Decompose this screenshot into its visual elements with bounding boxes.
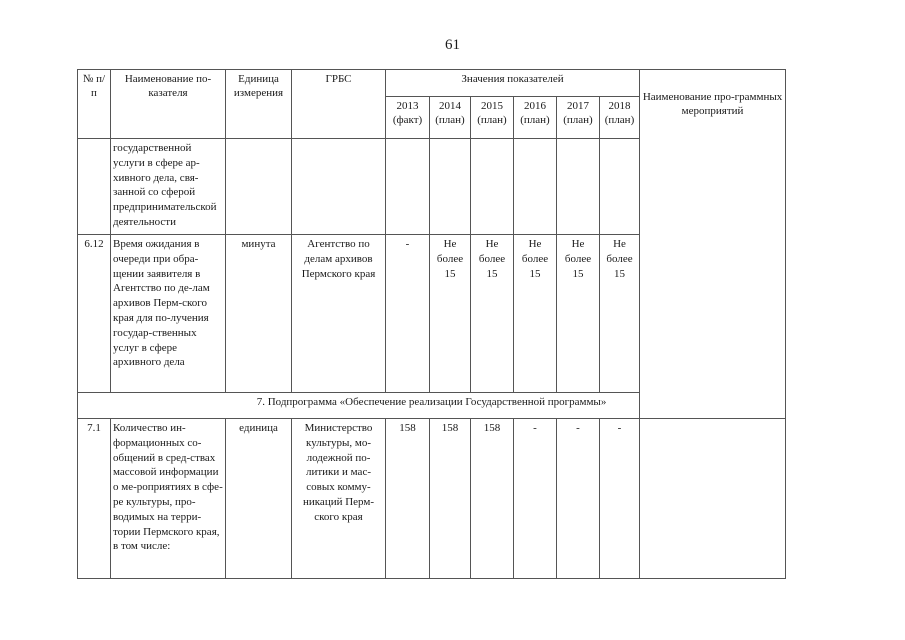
header-num: № п/п bbox=[78, 70, 111, 139]
year-label: 2017 bbox=[567, 100, 589, 112]
cell-value-2014: Не более 15 bbox=[430, 235, 471, 393]
header-grbs: ГРБС bbox=[292, 70, 386, 139]
header-year-2016 bbox=[514, 97, 557, 139]
cell-grbs: Агентство по делам архивов Пермского края bbox=[292, 235, 386, 393]
year-kind: (план) bbox=[435, 114, 465, 126]
cell-value-2015: Не более 15 bbox=[471, 235, 514, 393]
cell-value-2013 bbox=[386, 139, 430, 235]
cell-value-2014: 158 bbox=[430, 419, 471, 579]
cell-indicator-name: Количество ин-формационных со-общений в сред-ствах массовой информации о ме-роприятиях в сфе-ре культуры, про-водимых на терри-тории Пермского края, в том числе: bbox=[111, 419, 226, 579]
cell-value-2018 bbox=[600, 139, 640, 235]
header-year-2013 bbox=[386, 97, 430, 139]
cell-indicator-name: Время ожидания в очереди при обра-щении заявителя в Агентство по де-лам архивов Перм-ского края для по-лучения государ-ственных услуг в сфере архивного дела bbox=[111, 235, 226, 393]
cell-num bbox=[78, 139, 111, 235]
page-number: 61 bbox=[445, 37, 460, 53]
section-row bbox=[78, 393, 786, 419]
cell-value-2013: 158 bbox=[386, 419, 430, 579]
cell-unit: единица bbox=[226, 419, 292, 579]
table-row bbox=[78, 419, 786, 579]
cell-value-2016: Не более 15 bbox=[514, 235, 557, 393]
year-kind: (план) bbox=[477, 114, 507, 126]
year-label: 2018 bbox=[608, 100, 631, 112]
cell-value-2013: - bbox=[386, 235, 430, 393]
year-label: 2013 bbox=[396, 100, 419, 112]
header-year-2014 bbox=[430, 97, 471, 139]
cell-value-2016 bbox=[514, 139, 557, 235]
cell-value-2017 bbox=[557, 139, 600, 235]
cell-value-2015: 158 bbox=[471, 419, 514, 579]
header-values-group: Значения показателей bbox=[386, 70, 640, 97]
cell-value-2015 bbox=[471, 139, 514, 235]
cell-value-2017: - bbox=[557, 419, 600, 579]
header-row-1 bbox=[78, 70, 786, 97]
header-program-events bbox=[640, 70, 786, 419]
section-title: 7. Подпрограмма «Обеспечение реализации Государственной программы» bbox=[78, 393, 786, 419]
header-year-2015 bbox=[471, 97, 514, 139]
year-kind: (план) bbox=[563, 114, 593, 126]
cell-program-event bbox=[640, 419, 786, 579]
header-year-2017 bbox=[557, 97, 600, 139]
cell-num: 6.12 bbox=[78, 235, 111, 393]
cell-grbs bbox=[292, 139, 386, 235]
year-label: 2016 bbox=[524, 100, 546, 112]
cell-value-2018: Не более 15 bbox=[600, 235, 640, 393]
header-year-2018 bbox=[600, 97, 640, 139]
indicators-table bbox=[77, 69, 786, 579]
year-kind: (план) bbox=[604, 114, 635, 126]
cell-num: 7.1 bbox=[78, 419, 111, 579]
header-unit: Единица измерения bbox=[226, 70, 292, 139]
cell-unit bbox=[226, 139, 292, 235]
cell-value-2016: - bbox=[514, 419, 557, 579]
header-program-events-label: Наименование про-граммных мероприятий bbox=[642, 91, 783, 117]
year-kind: (план) bbox=[520, 114, 550, 126]
cell-value-2018: - bbox=[600, 419, 640, 579]
year-label: 2014 bbox=[439, 100, 461, 112]
cell-value-2014 bbox=[430, 139, 471, 235]
header-indicator-name: Наименование по-казателя bbox=[111, 70, 226, 139]
cell-grbs: Министерство культуры, мо-лодежной по-литики и мас-совых комму-никаций Перм-ского края bbox=[292, 419, 386, 579]
year-kind: (факт) bbox=[392, 114, 423, 126]
cell-value-2017: Не более 15 bbox=[557, 235, 600, 393]
cell-unit: минута bbox=[226, 235, 292, 393]
year-label: 2015 bbox=[481, 100, 503, 112]
cell-indicator-name: государственной услуги в сфере ар-хивного дела, свя-занной со сферой предпринимательской деятельности bbox=[111, 139, 226, 235]
